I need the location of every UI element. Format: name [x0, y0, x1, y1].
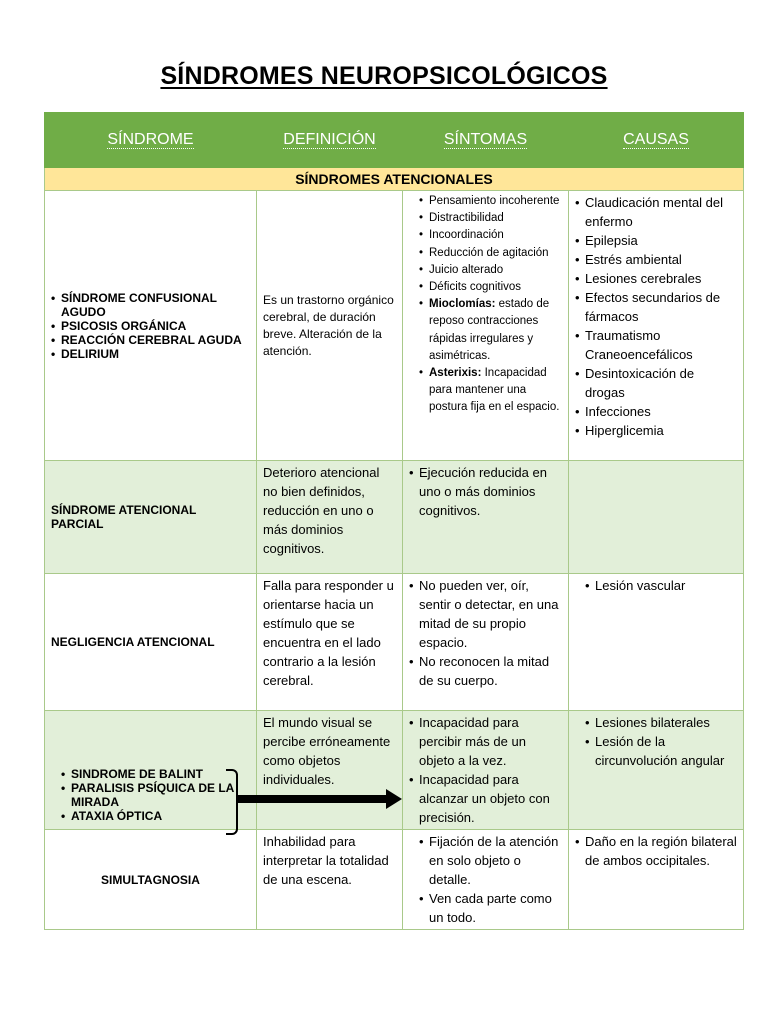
list-item: • Estrés ambiental: [575, 250, 737, 269]
list-item: • DELIRIUM: [51, 347, 250, 361]
list-item: • Asterixis: Incapacidad para mantener una postura fija en el espacio.: [419, 365, 562, 417]
sindrome-cell: NEGLIGENCIA ATENCIONAL: [45, 574, 257, 711]
definicion-cell: Inhabilidad para interpretar la totalidad de una escena.: [257, 830, 403, 930]
list-item: • Mioclomías: estado de reposo contracciones rápidas irregulares y asimétricas.: [419, 296, 562, 365]
list-item: • PSICOSIS ORGÁNICA: [51, 319, 250, 333]
list-item: • Ejecución reducida en uno o más dominios cognitivos.: [409, 463, 562, 520]
list-item: • Déficits cognitivos: [419, 279, 562, 296]
page-title: SÍNDROMES NEUROPSICOLÓGICOS: [160, 62, 608, 90]
list-item: • Lesión de la circunvolución angular: [585, 732, 737, 770]
list-item: • Epilepsia: [575, 231, 737, 250]
header-sintomas: SÍNTOMAS: [403, 113, 569, 168]
header-causas: CAUSAS: [569, 113, 744, 168]
causas-cell: [569, 191, 744, 461]
list-item: • Lesión vascular: [585, 576, 737, 595]
sindrome-cell: SIMULTAGNOSIA: [45, 830, 257, 930]
list-item: • Incapacidad para alcanzar un objeto con precisión.: [409, 770, 562, 827]
table-row: [45, 711, 744, 830]
list-item: • Distractibilidad: [419, 210, 562, 227]
list-item: • Lesiones cerebrales: [575, 269, 737, 288]
section-row: [45, 168, 744, 191]
list-item: • Incoordinación: [419, 227, 562, 244]
list-item: • Fijación de la atención en solo objeto o detalle.: [419, 832, 562, 889]
header-definicion: DEFINICIÓN: [257, 113, 403, 168]
list-item: • No pueden ver, oír, sentir o detectar, en una mitad de su propio espacio.: [409, 576, 562, 652]
sintomas-cell: [403, 830, 569, 930]
table-row: [45, 461, 744, 574]
list-item: • No reconocen la mitad de su cuerpo.: [409, 652, 562, 690]
list-item: • Efectos secundarios de fármacos: [575, 288, 737, 326]
list-item: • Desintoxicación de drogas: [575, 364, 737, 402]
sindrome-cell: SÍNDROME ATENCIONAL PARCIAL: [45, 461, 257, 574]
list-item: • Hiperglicemia: [575, 421, 737, 440]
list-item: • Incapacidad para percibir más de un objeto a la vez.: [409, 713, 562, 770]
header-sindrome: SÍNDROME: [45, 113, 257, 168]
bracket-shape: [226, 769, 238, 835]
definicion-cell: Falla para responder u orientarse hacia un estímulo que se encuentra en el lado contrario a la lesión cerebral.: [257, 574, 403, 711]
list-item: • ATAXIA ÓPTICA: [61, 809, 250, 823]
table-header-row: [45, 113, 744, 168]
list-item: • Infecciones: [575, 402, 737, 421]
list-item: • REACCIÓN CEREBRAL AGUDA: [51, 333, 250, 347]
list-item: • SINDROME DE BALINT: [61, 767, 250, 781]
list-item: • Lesiones bilaterales: [585, 713, 737, 732]
sintomas-cell: [403, 711, 569, 830]
list-item: • Reducción de agitación: [419, 245, 562, 262]
arrow-right-icon: [386, 789, 402, 809]
list-item: • PARALISIS PSÍQUICA DE LA MIRADA: [61, 781, 250, 809]
list-item: • Daño en la región bilateral de ambos occipitales.: [575, 832, 737, 870]
list-item: • Juicio alterado: [419, 262, 562, 279]
table-row: [45, 574, 744, 711]
list-item: • SÍNDROME CONFUSIONAL AGUDO: [51, 291, 250, 319]
list-item: • Ven cada parte como un todo.: [419, 889, 562, 927]
definicion-cell: El mundo visual se percibe erróneamente como objetos individuales.: [257, 711, 403, 830]
causas-cell: [569, 711, 744, 830]
sintomas-cell: [403, 191, 569, 461]
sindrome-cell: [45, 191, 257, 461]
list-item: • Claudicación mental del enfermo: [575, 193, 737, 231]
sintomas-cell: [403, 461, 569, 574]
causas-cell: [569, 574, 744, 711]
sintomas-cell: [403, 574, 569, 711]
causas-cell: [569, 830, 744, 930]
list-item: • Traumatismo Craneoencefálicos: [575, 326, 737, 364]
section-title: SÍNDROMES ATENCIONALES: [45, 168, 744, 191]
sindrome-cell: [45, 711, 257, 830]
causas-cell: [569, 461, 744, 574]
table-row: [45, 191, 744, 461]
definicion-cell: Es un trastorno orgánico cerebral, de duración breve. Alteración de la atención.: [257, 191, 403, 461]
list-item: • Pensamiento incoherente: [419, 193, 562, 210]
arrow-line: [238, 795, 388, 803]
definicion-cell: Deterioro atencional no bien definidos, reducción en uno o más dominios cognitivos.: [257, 461, 403, 574]
table-row: [45, 830, 744, 930]
